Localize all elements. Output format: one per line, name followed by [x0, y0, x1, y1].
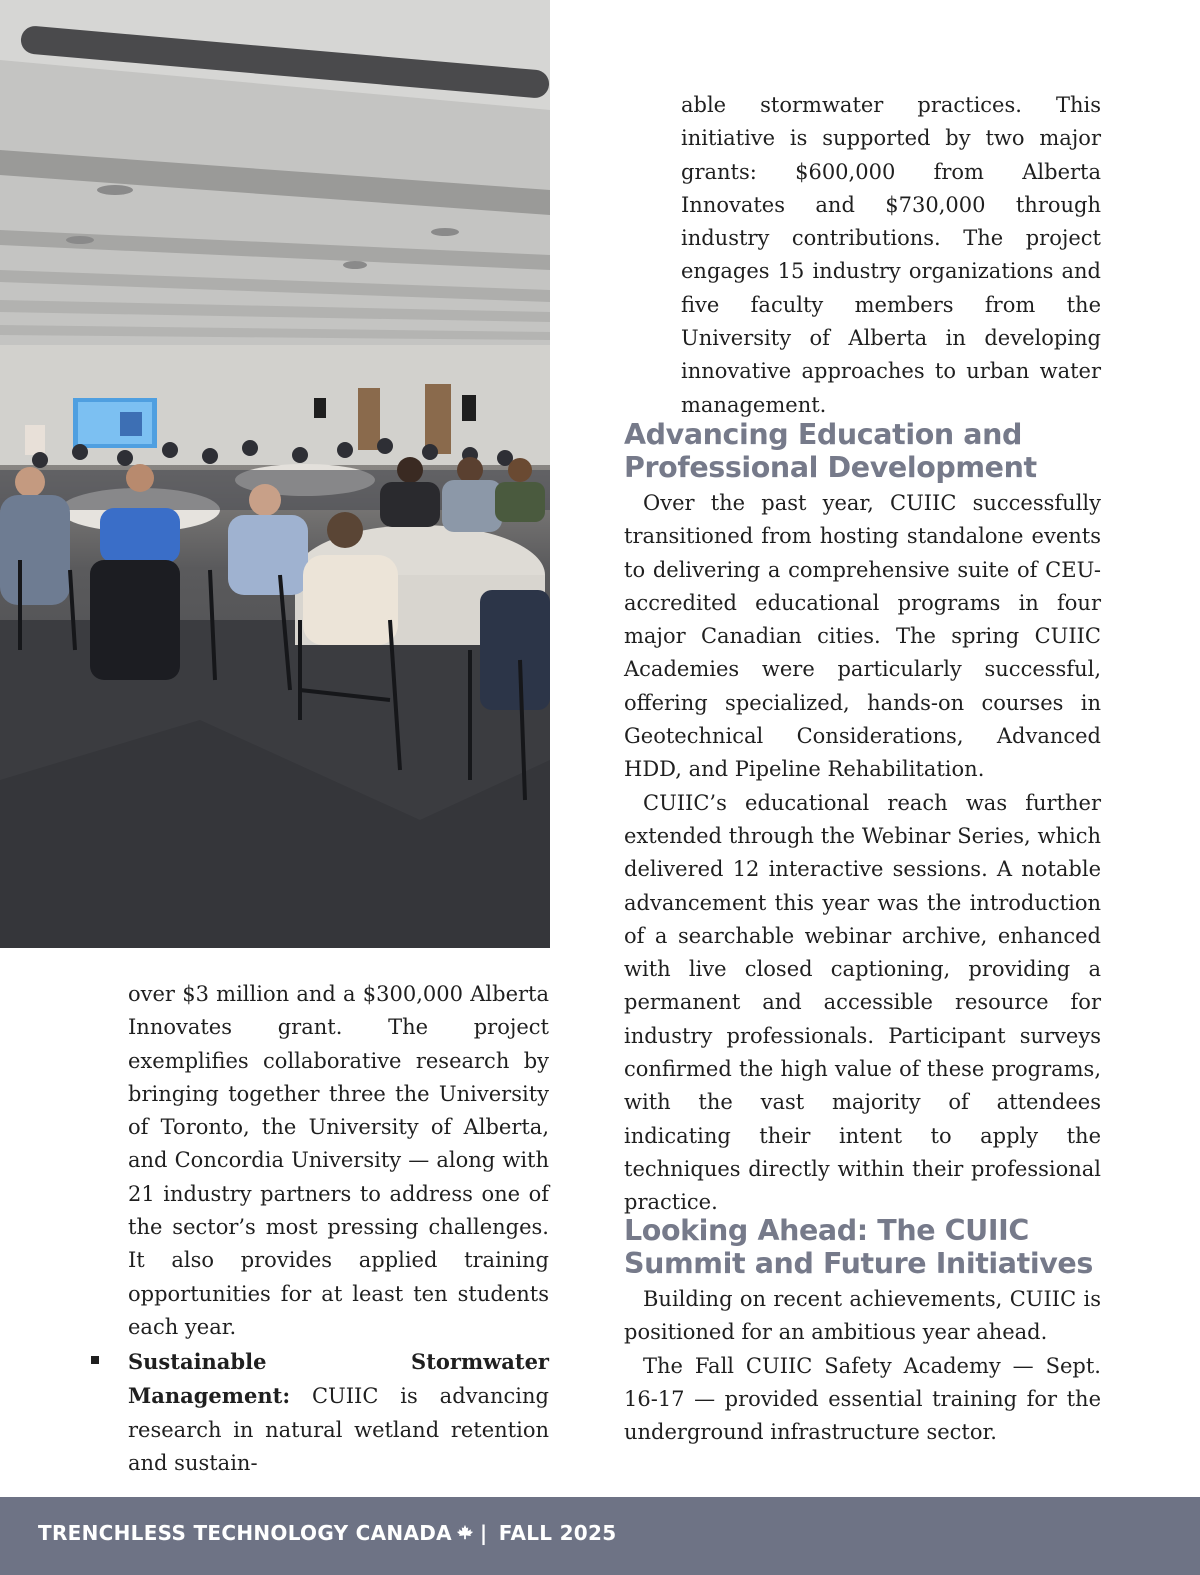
- conference-photo: [0, 0, 550, 948]
- bullet-text: CUIIC is advancing research in natural wetland retention and sustain-: [128, 1384, 549, 1475]
- maple-leaf-icon: [456, 1524, 474, 1542]
- bullet-title: Sustainable Stormwater Management:: [128, 1349, 549, 1409]
- section-heading-looking-ahead: Looking Ahead: The CUIIC Summit and Future Initiatives: [624, 1214, 1093, 1280]
- footer-text: [38, 1516, 616, 1550]
- body-paragraph: Building on recent achievements, CUIIC is positioned for an ambitious year ahead.: [624, 1287, 1101, 1345]
- footer-publication: TRENCHLESS TECHNOLOGY CANADA: [38, 1521, 452, 1545]
- section-body-education: [624, 487, 1101, 1220]
- bullet-item-stormwater: [128, 1345, 549, 1480]
- bullet-marker: [91, 1356, 99, 1364]
- continuation-paragraph: able stormwater practices. This initiative is supported by two major grants: $600,000 from Alberta Innovates and $730,000 through industry contributions. The project engages 15 industry organizations and five faculty members from the University of Alberta in developing innovative approaches to urban water management.: [681, 93, 1101, 417]
- left-column-continuation: [128, 978, 549, 1344]
- section-body-looking-ahead: [624, 1283, 1101, 1449]
- conference-photo-illustration: [0, 0, 550, 948]
- body-paragraph: Over the past year, CUIIC successfully transitioned from hosting standalone events to delivering a comprehensive suite of CEU-accredited educational programs in four major Canadian cities. The spring CUIIC Academies were particularly successful, offering specialized, hands-on courses in Geotechnical Considerations, Advanced HDD, and Pipeline Rehabilitation.: [624, 491, 1101, 782]
- footer-issue: FALL 2025: [498, 1521, 617, 1545]
- continuation-paragraph: over $3 million and a $300,000 Alberta Innovates grant. The project exemplifies collaborative research by bringing together three the University of Toronto, the University of Alberta, and Concordia University — along with 21 industry partners to address one of the sector’s most pressing challenges. It also provides applied training opportunities for at least ten students each year.: [128, 982, 549, 1339]
- right-column-continuation: [681, 89, 1101, 422]
- footer-separator: |: [479, 1521, 488, 1545]
- body-paragraph: The Fall CUIIC Safety Academy — Sept. 16-17 — provided essential training for the underground infrastructure sector.: [624, 1353, 1101, 1445]
- body-paragraph: CUIIC’s educational reach was further extended through the Webinar Series, which delivered 12 interactive sessions. A notable advancement this year was the introduction of a searchable webinar archive, enhanced with live closed captioning, providing a permanent and accessible resource for industry professionals. Participant surveys confirmed the high value of these programs, with the vast majority of attendees indicating their intent to apply the techniques directly within their professional practice.: [624, 790, 1101, 1215]
- section-heading-education: Advancing Education and Professional Development: [624, 418, 1037, 484]
